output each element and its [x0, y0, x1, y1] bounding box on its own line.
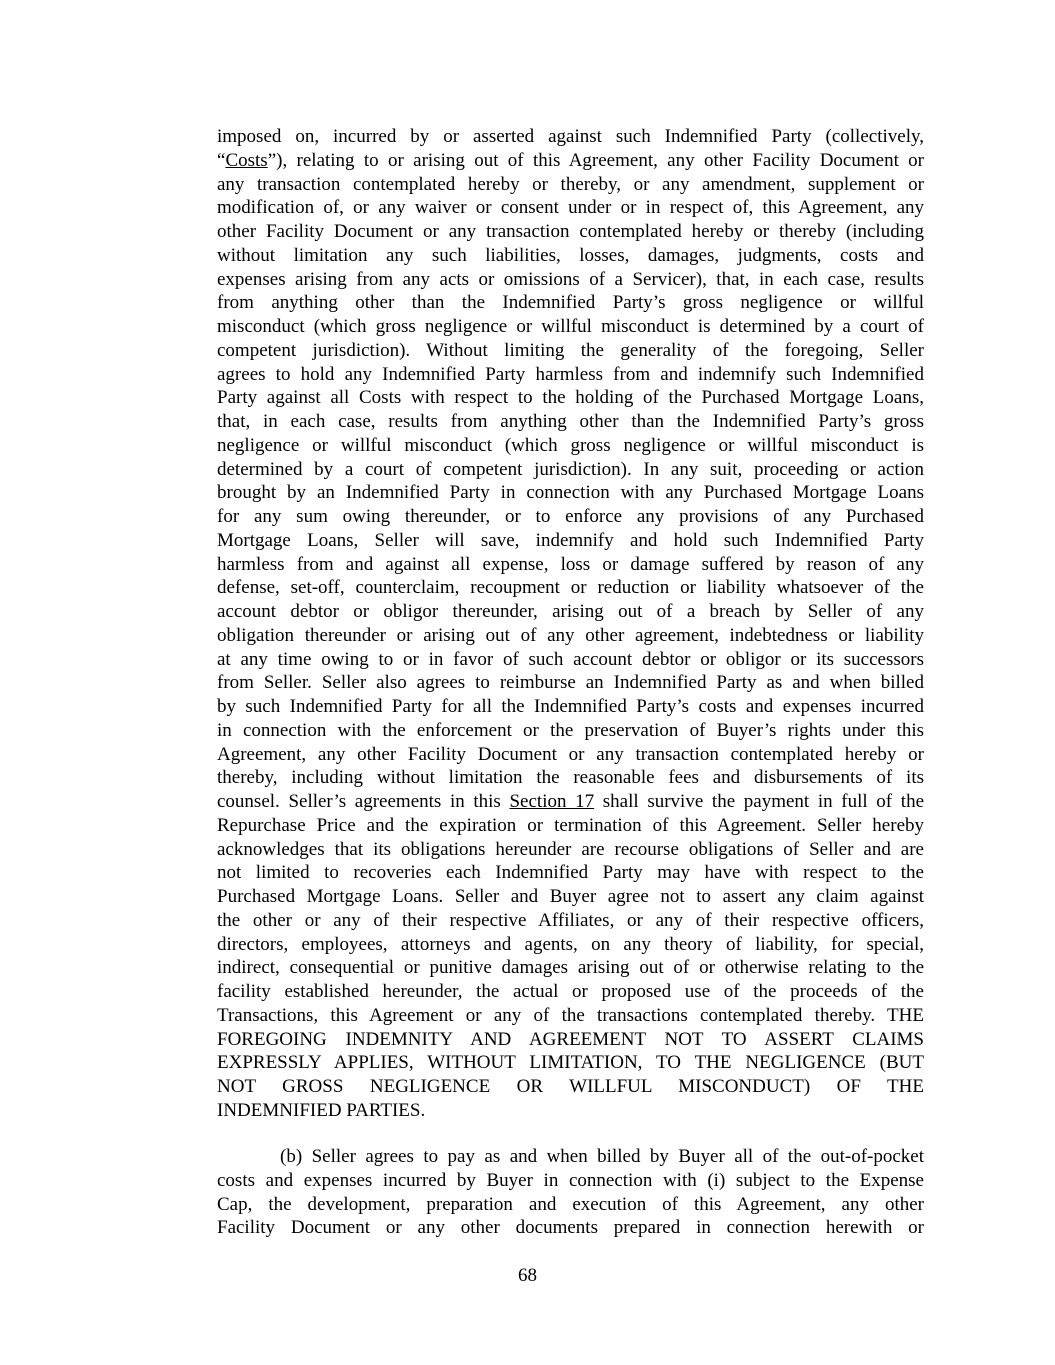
text-line: by such Indemnified Party for all the Indemnified Party’s costs and expenses incurred: [217, 696, 924, 717]
text-line: thereby, including without limitation the reasonable fees and disbursements of its: [217, 767, 924, 789]
text-line: that, in each case, results from anything other than the Indemnified Party’s gross: [217, 411, 924, 432]
text-segment: ”), relating to or arising out of this Agreement, any other Facility Document or: [267, 149, 924, 171]
text-line: Transactions, this Agreement or any of the transactions contemplated thereby. THE: [217, 1004, 924, 1026]
text-line: brought by an Indemnified Party in connection with any Purchased Mortgage Loans: [217, 482, 924, 504]
text-line: Agreement, any other Facility Document or any transaction contemplated hereby or: [217, 743, 924, 765]
text-line: negligence or willful misconduct (which gross negligence or willful misconduct is: [217, 434, 924, 456]
text-line: Mortgage Loans, Seller will save, indemnify and hold such Indemnified Party: [217, 529, 924, 551]
text-line: from Seller. Seller also agrees to reimburse an Indemnified Party as and when billed: [217, 672, 924, 694]
text-line: Cap, the development, preparation and execution of this Agreement, any other: [217, 1193, 924, 1215]
text-line: determined by a court of competent jurisdiction). In any suit, proceeding or action: [217, 458, 924, 480]
text-segment: counsel. Seller’s agreements in this: [217, 791, 510, 812]
text-line: account debtor or obligor thereunder, arising out of a breach by Seller of any: [217, 601, 924, 622]
text-line: in connection with the enforcement or the preservation of Buyer’s rights under this: [217, 719, 924, 741]
text-line: from anything other than the Indemnified Party’s gross negligence or willful: [217, 292, 924, 314]
text-line: defense, set-off, counterclaim, recoupment or reduction or liability whatsoever of the: [217, 577, 924, 599]
text-line: misconduct (which gross negligence or willful misconduct is determined by a court of: [217, 316, 924, 337]
text-line: Purchased Mortgage Loans. Seller and Buyer agree not to assert any claim against: [217, 886, 924, 907]
section-17-reference: Section 17: [509, 791, 595, 812]
text-line: for any sum owing thereunder, or to enforce any provisions of any Purchased: [217, 506, 924, 527]
paragraph-b-costs-and-expenses: [217, 1145, 924, 1240]
text-line: facility established hereunder, the actual or proposed use of the proceeds of the: [217, 981, 924, 1002]
text-line: agrees to hold any Indemnified Party harmless from and indemnify such Indemnified: [217, 363, 924, 385]
text-line: Repurchase Price and the expiration or termination of this Agreement. Seller hereby: [217, 814, 924, 836]
text-line: expenses arising from any acts or omissions of a Servicer), that, in each case, results: [217, 268, 924, 290]
text-line: INDEMNIFIED PARTIES.: [217, 1099, 426, 1121]
text-line: any transaction contemplated hereby or thereby, or any amendment, supplement or: [217, 173, 924, 195]
text-line: [217, 790, 924, 814]
text-line: competent jurisdiction). Without limiting the generality of the foregoing, Seller: [217, 339, 924, 361]
text-line: not limited to recoveries each Indemnified Party may have with respect to the: [217, 862, 924, 884]
text-line: other Facility Document or any transaction contemplated hereby or thereby (including: [217, 221, 924, 242]
text-line: NOT GROSS NEGLIGENCE OR WILLFUL MISCONDUCT) OF THE: [217, 1076, 924, 1097]
text-line: acknowledges that its obligations hereunder are recourse obligations of Seller and are: [217, 838, 924, 860]
text-line: FOREGOING INDEMNITY AND AGREEMENT NOT TO ASSERT CLAIMS: [217, 1028, 924, 1050]
paragraph-indemnification: [217, 125, 924, 1123]
page-number: 68: [518, 1265, 537, 1286]
text-line: modification of, or any waiver or consent under or in respect of, this Agreement, any: [217, 197, 924, 219]
text-line: (b) Seller agrees to pay as and when billed by Buyer all of the out-of-pocket: [280, 1146, 924, 1167]
text-line: costs and expenses incurred by Buyer in connection with (i) subject to the Expense: [217, 1169, 924, 1191]
text-line: directors, employees, attorneys and agents, on any theory of liability, for special,: [217, 933, 924, 955]
text-line: the other or any of their respective Affiliates, or any of their respective officers,: [217, 909, 924, 931]
text-line: harmless from and against all expense, loss or damage suffered by reason of any: [217, 553, 924, 575]
text-line: Facility Document or any other documents prepared in connection herewith or: [217, 1217, 924, 1239]
text-line: at any time owing to or in favor of such account debtor or obligor or its successors: [217, 648, 924, 670]
text-segment: shall survive the payment in full of the: [594, 791, 925, 812]
text-line: without limitation any such liabilities, losses, damages, judgments, costs and: [217, 244, 924, 266]
text-segment: “: [217, 149, 226, 171]
text-line: [217, 149, 924, 173]
text-line: EXPRESSLY APPLIES, WITHOUT LIMITATION, TO THE NEGLIGENCE (BUT: [217, 1052, 924, 1074]
text-line: Party against all Costs with respect to the holding of the Purchased Mortgage Loans,: [217, 387, 924, 409]
defined-term-costs: Costs: [225, 149, 268, 171]
text-line: obligation thereunder or arising out of any other agreement, indebtedness or liability: [217, 624, 924, 646]
text-line: indirect, consequential or punitive damages arising out of or otherwise relating to the: [217, 957, 924, 979]
text-line: imposed on, incurred by or asserted against such Indemnified Party (collectively,: [217, 126, 924, 147]
